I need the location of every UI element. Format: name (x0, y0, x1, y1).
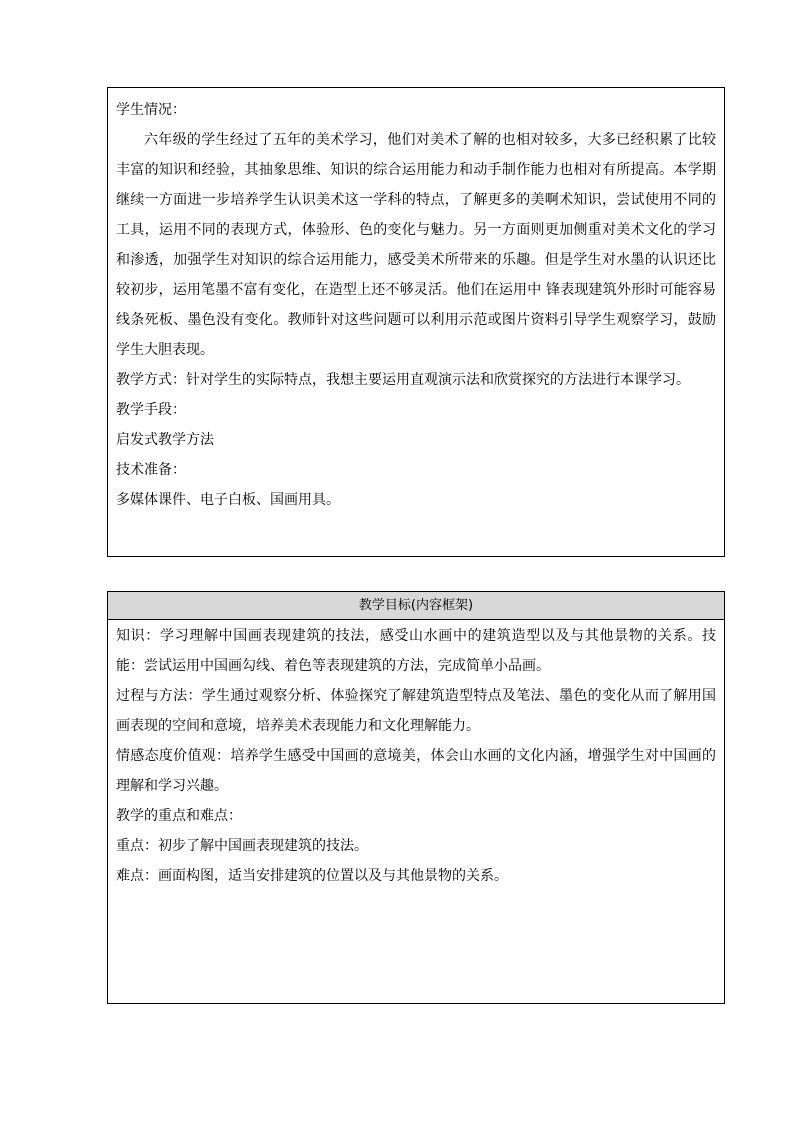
goal-knowledge: 知识：学习理解中国画表现建筑的技法，感受山水画中的建筑造型以及与其他景物的关系。技能：尝试运用中国画勾线、着色等表现建筑的方法，完成简单小品画。 (116, 628, 716, 674)
student-situation-content (108, 88, 724, 515)
goal-process: 过程与方法：学生通过观察分析、体验探究了解建筑造型特点及笔法、墨色的变化从而了解用国画表现的空间和意境，培养美术表现能力和文化理解能力。 (116, 688, 716, 734)
goal-emotion: 情感态度价值观：培养学生感受中国画的意境美，体会山水画的文化内涵，增强学生对中国画的理解和学习兴趣。 (116, 748, 716, 794)
teaching-goals-box (107, 591, 725, 1004)
key-difficulty-heading: 教学的重点和难点： (116, 808, 242, 824)
teaching-goals-header: 教学目标(内容框架) (108, 592, 724, 620)
teaching-method: 教学方式：针对学生的实际特点，我想主要运用直观演示法和欣赏探究的方法进行本课学习。 (116, 372, 690, 388)
tech-heading: 技术准备： (116, 462, 186, 478)
difficulty-point: 难点：画面构图，适当安排建筑的位置以及与其他景物的关系。 (116, 868, 508, 884)
student-paragraph: 六年级的学生经过了五年的美术学习，他们对美术了解的也相对较多，大多已经积累了比较丰富的知识和经验，其抽象思维、知识的综合运用能力和动手制作能力也相对有所提高。本学期继续一方面进一步培养学生认识美术这一学科的特点，了解更多的美啊术知识，尝试使用不同的工具，运用不同的表现方式，体验形、色的变化与魅力。另一方面则更加侧重对美术文化的学习和渗透，加强学生对知识的综合运用能力，感受美术所带来的乐趣。但是学生对水墨的认识还比较初步，运用笔墨不富有变化，在造型上还不够灵活。他们在运用中 锋表现建筑外形时可能容易线条死板、墨色没有变化。教师针对这些问题可以利用示范或图片资料引导学生观察学习，鼓励学生大胆表现。 (116, 132, 716, 358)
student-situation-box (107, 87, 725, 557)
teaching-means: 启发式教学方法 (116, 432, 214, 448)
tech-prep: 多媒体课件、电子白板、国画用具。 (116, 492, 340, 508)
teaching-means-heading: 教学手段： (116, 402, 186, 418)
student-heading: 学生情况： (116, 102, 186, 118)
key-point: 重点：初步了解中国画表现建筑的技法。 (116, 838, 368, 854)
teaching-goals-content (108, 620, 724, 891)
